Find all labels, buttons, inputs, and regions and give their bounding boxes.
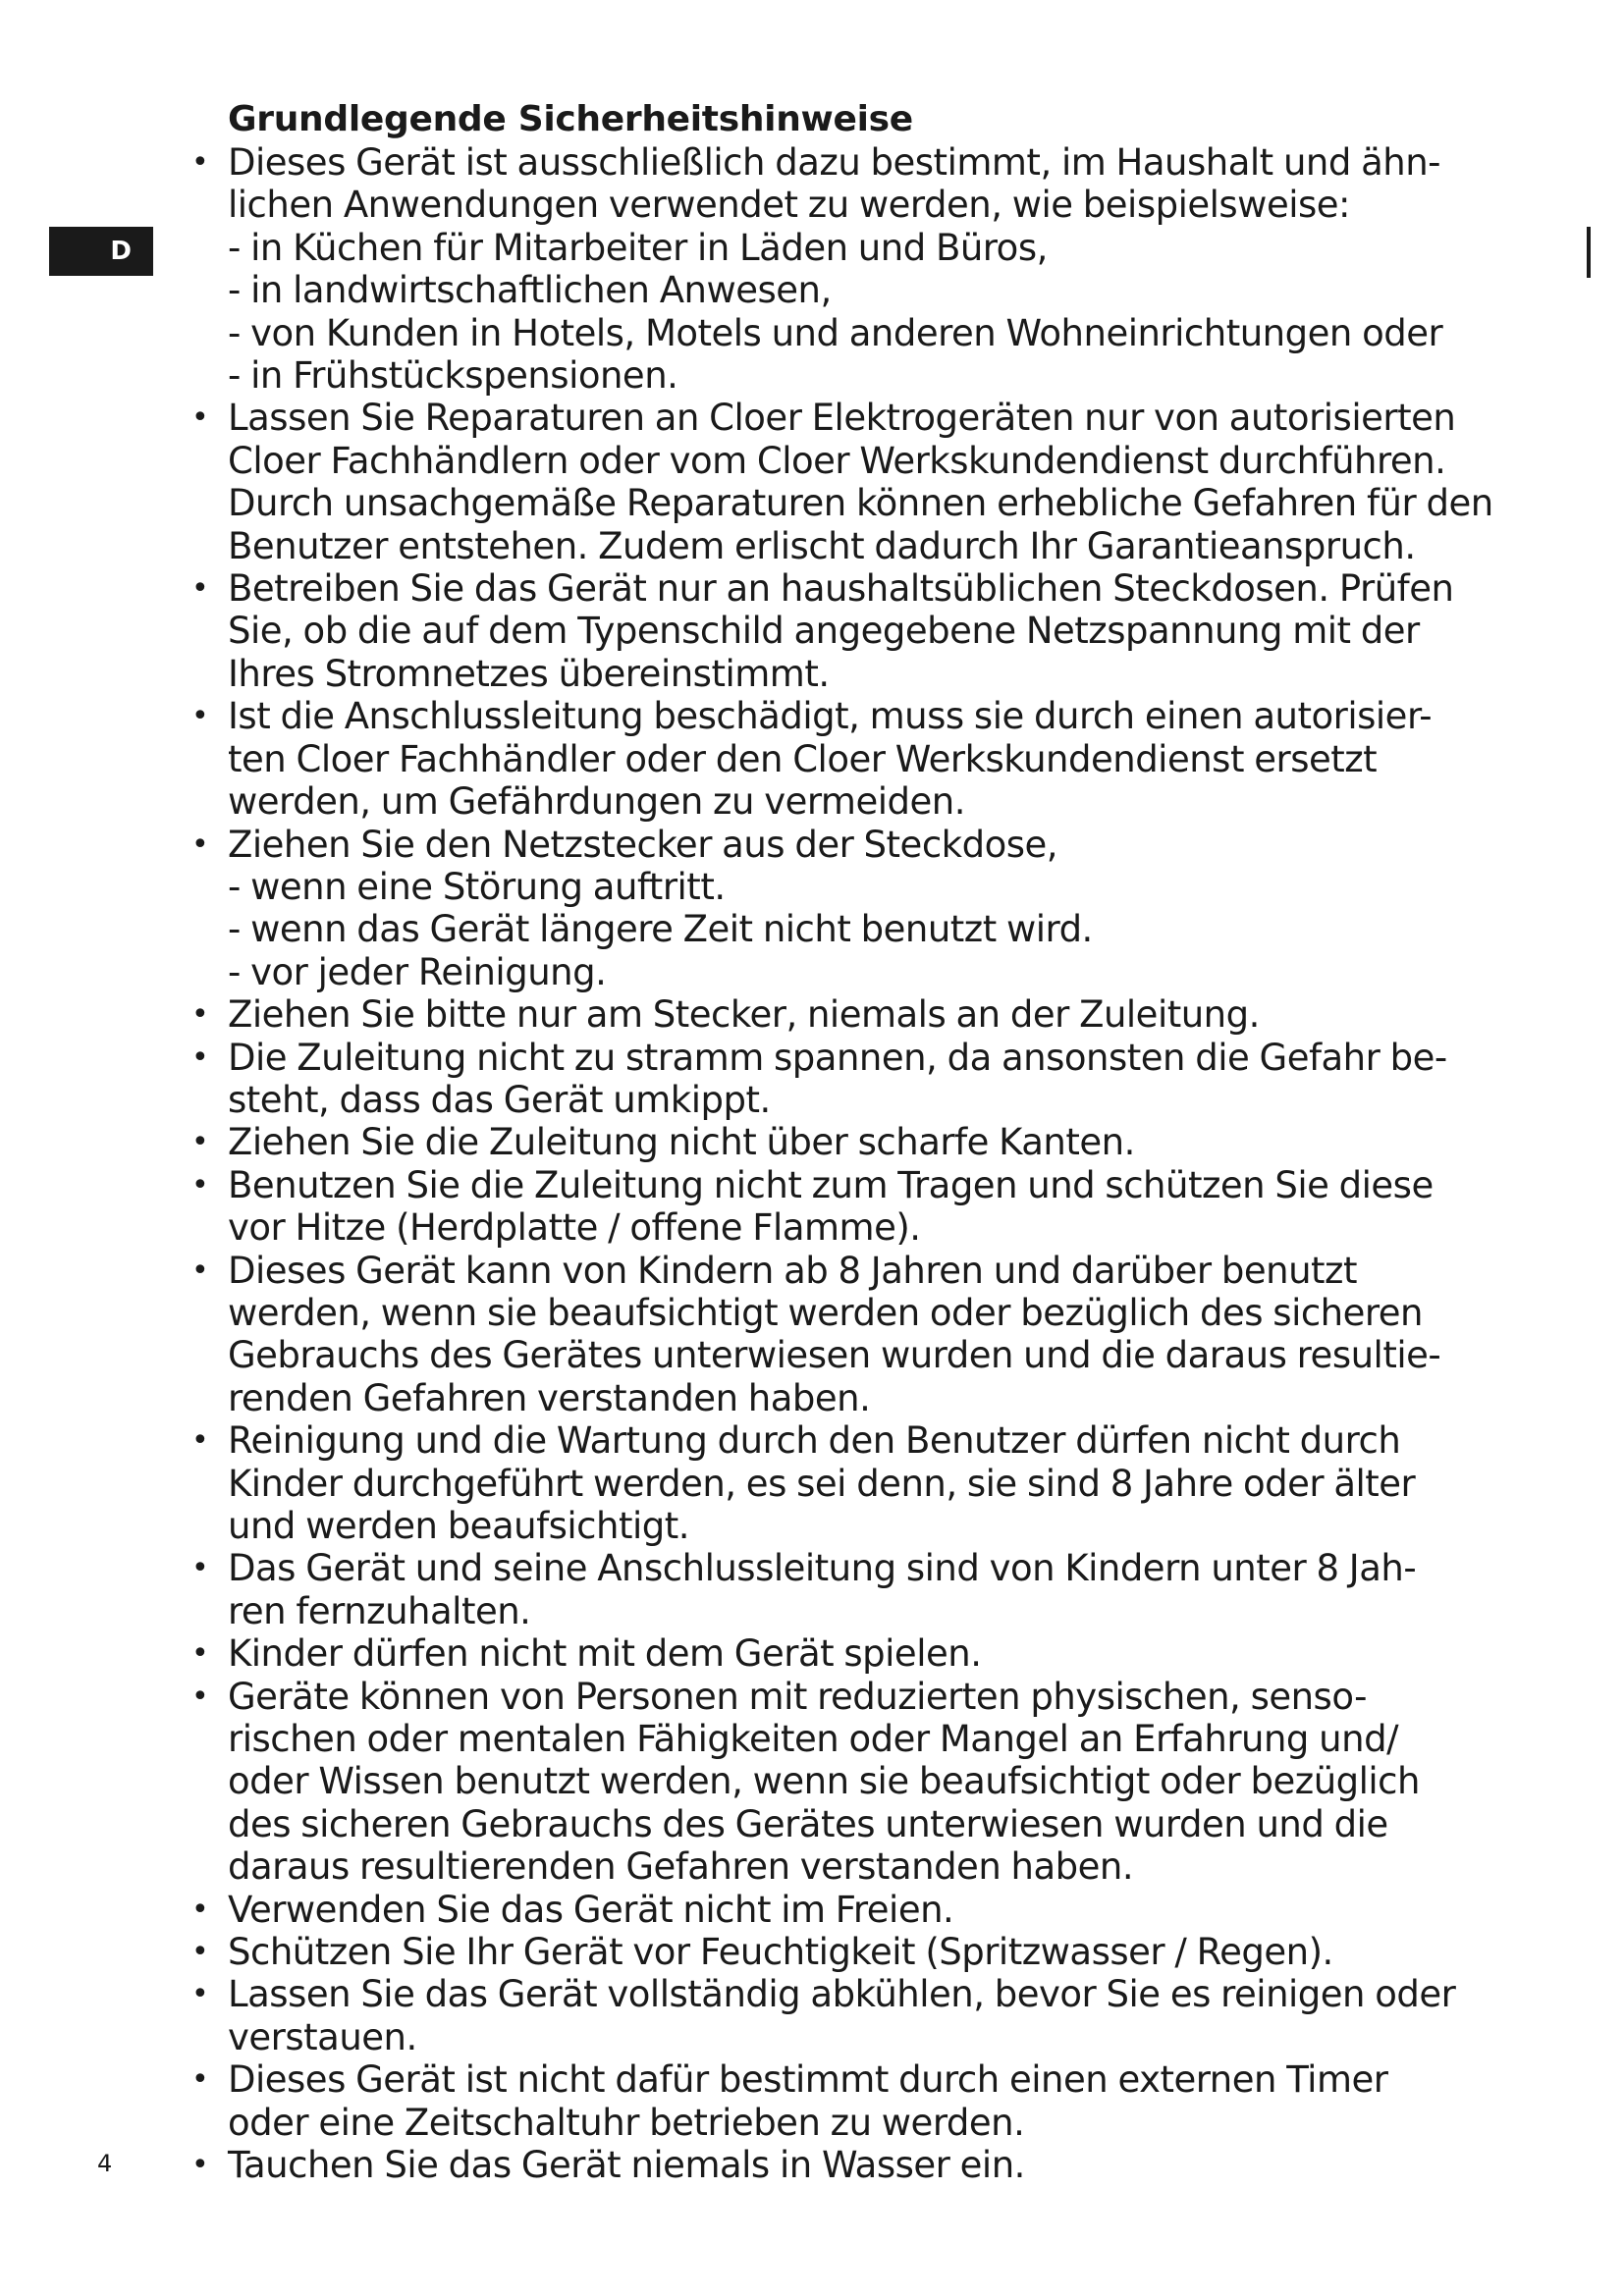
note-line: - in landwirtschaftlichen Anwesen, (228, 269, 832, 312)
note-line: Sie, ob die auf dem Typenschild angegebene Netzspannung mit der (228, 610, 1420, 653)
safety-note-item (191, 1931, 1553, 1974)
note-line: Reinigung und die Wartung durch den Benutzer dürfen nicht durch (228, 1419, 1401, 1463)
note-line: - in Küchen für Mitarbeiter in Läden und Büros, (228, 226, 1048, 269)
note-line: Ihres Stromnetzes übereinstimmt. (228, 652, 830, 695)
safety-note-item (191, 695, 1553, 824)
note-line: - von Kunden in Hotels, Motels und anderen Wohneinrichtungen oder (228, 311, 1443, 354)
bullet-icon: • (191, 1423, 209, 1459)
note-line: Geräte können von Personen mit reduzierten physischen, senso- (228, 1675, 1368, 1718)
note-line: Durch unsachgemäße Reparaturen können erhebliche Gefahren für den (228, 482, 1493, 525)
safety-note-item (191, 567, 1553, 695)
note-line: Tauchen Sie das Gerät niemals in Wasser ein. (228, 2144, 1025, 2187)
bullet-icon: • (191, 400, 209, 436)
bullet-icon: • (191, 1935, 209, 1970)
safety-note-item (191, 823, 1553, 994)
bullet-icon: • (191, 2148, 209, 2183)
note-line: Ist die Anschlussleitung beschädigt, muss sie durch einen autorisier- (228, 695, 1433, 738)
note-line: Benutzer entstehen. Zudem erlischt dadurch Ihr Garantieanspruch. (228, 524, 1416, 567)
note-line: vor Hitze (Herdplatte / offene Flamme). (228, 1206, 921, 1250)
safety-note-item (191, 1888, 1553, 1931)
safety-note-item (191, 1547, 1553, 1632)
note-line: Kinder dürfen nicht mit dem Gerät spielen. (228, 1632, 982, 1676)
bullet-icon: • (191, 1040, 209, 1075)
bullet-icon: • (191, 1253, 209, 1288)
note-line: Kinder durchgeführt werden, es sei denn, sie sind 8 Jahre oder älter (228, 1462, 1416, 1505)
note-line: Benutzen Sie die Zuleitung nicht zum Tragen und schützen Sie diese (228, 1163, 1434, 1206)
bullet-icon: • (191, 997, 209, 1033)
note-line: und werden beaufsichtigt. (228, 1505, 689, 1547)
bullet-icon: • (191, 1167, 209, 1202)
note-line: daraus resultierenden Gefahren verstanden haben. (228, 1845, 1134, 1889)
note-line: steht, dass das Gerät umkippt. (228, 1078, 771, 1121)
bullet-icon: • (191, 827, 209, 862)
safety-note-item (191, 1121, 1553, 1164)
safety-note-item (191, 2144, 1553, 2187)
safety-notes-list (191, 141, 1553, 2187)
note-line: Ziehen Sie den Netzstecker aus der Steckdose, (228, 823, 1058, 866)
safety-note-item (191, 1632, 1553, 1676)
note-line: - vor jeder Reinigung. (228, 950, 607, 993)
bullet-icon: • (191, 1977, 209, 2012)
section-heading: Grundlegende Sicherheitshinweise (228, 99, 913, 139)
note-line: ten Cloer Fachhändler oder den Cloer Werkskundendienst ersetzt (228, 737, 1378, 780)
margin-marker-bar (1587, 227, 1591, 278)
safety-note-item (191, 141, 1553, 398)
note-line: Dieses Gerät kann von Kindern ab 8 Jahren und darüber benutzt (228, 1249, 1357, 1292)
note-line: Verwenden Sie das Gerät nicht im Freien. (228, 1888, 954, 1931)
note-line: rischen oder mentalen Fähigkeiten oder Mangel an Erfahrung und/ (228, 1718, 1399, 1761)
note-line: oder Wissen benutzt werden, wenn sie beaufsichtigt oder bezüglich (228, 1760, 1420, 1803)
note-line: Lassen Sie Reparaturen an Cloer Elektrogeräten nur von autorisierten (228, 397, 1456, 440)
page-number: 4 (97, 2150, 113, 2177)
safety-note-item (191, 993, 1553, 1037)
bullet-icon: • (191, 1551, 209, 1586)
language-tab: D (49, 227, 153, 276)
note-line: Cloer Fachhändlern oder vom Cloer Werkskundendienst durchführen. (228, 439, 1446, 482)
note-line: lichen Anwendungen verwendet zu werden, wie beispielsweise: (228, 184, 1350, 227)
note-line: verstauen. (228, 2015, 417, 2058)
safety-note-item (191, 1036, 1553, 1122)
note-line: werden, um Gefährdungen zu vermeiden. (228, 780, 965, 824)
safety-section (191, 98, 1553, 2187)
bullet-icon: • (191, 1892, 209, 1927)
note-line: oder eine Zeitschaltuhr betrieben zu werden. (228, 2101, 1025, 2144)
safety-note-item (191, 1973, 1553, 2058)
note-line: - wenn eine Störung auftritt. (228, 865, 726, 908)
note-line: - in Frühstückspensionen. (228, 354, 678, 398)
note-line: Das Gerät und seine Anschlussleitung sind von Kindern unter 8 Jah- (228, 1547, 1417, 1590)
bullet-icon: • (191, 145, 209, 180)
note-line: Die Zuleitung nicht zu stramm spannen, da ansonsten die Gefahr be- (228, 1036, 1447, 1079)
safety-note-item (191, 1249, 1553, 1420)
note-line: des sicheren Gebrauchs des Gerätes unterwiesen wurden und die (228, 1802, 1388, 1845)
note-line: Dieses Gerät ist ausschließlich dazu bestimmt, im Haushalt und ähn- (228, 141, 1441, 184)
safety-note-item (191, 2058, 1553, 2144)
safety-note-item (191, 1675, 1553, 1889)
note-line: Dieses Gerät ist nicht dafür bestimmt durch einen externen Timer (228, 2058, 1388, 2102)
bullet-icon: • (191, 2062, 209, 2098)
note-line: Gebrauchs des Gerätes unterwiesen wurden und die daraus resultie- (228, 1334, 1441, 1377)
bullet-icon: • (191, 1125, 209, 1160)
note-line: Ziehen Sie bitte nur am Stecker, niemals an der Zuleitung. (228, 993, 1260, 1037)
note-line: renden Gefahren verstanden haben. (228, 1376, 871, 1419)
note-line: werden, wenn sie beaufsichtigt werden oder bezüglich des sicheren (228, 1291, 1424, 1334)
bullet-icon: • (191, 1679, 209, 1714)
note-line: - wenn das Gerät längere Zeit nicht benutzt wird. (228, 908, 1093, 951)
safety-note-item (191, 1419, 1553, 1547)
bullet-icon: • (191, 1636, 209, 1672)
bullet-icon: • (191, 699, 209, 734)
bullet-icon: • (191, 571, 209, 607)
note-line: ren fernzuhalten. (228, 1589, 531, 1632)
safety-note-item (191, 1163, 1553, 1250)
note-line: Ziehen Sie die Zuleitung nicht über scharfe Kanten. (228, 1121, 1135, 1164)
safety-note-item (191, 397, 1553, 567)
note-line: Schützen Sie Ihr Gerät vor Feuchtigkeit (Spritzwasser / Regen). (228, 1931, 1333, 1974)
note-line: Lassen Sie das Gerät vollständig abkühlen, bevor Sie es reinigen oder (228, 1973, 1456, 2016)
note-line: Betreiben Sie das Gerät nur an haushaltsüblichen Steckdosen. Prüfen (228, 567, 1454, 611)
